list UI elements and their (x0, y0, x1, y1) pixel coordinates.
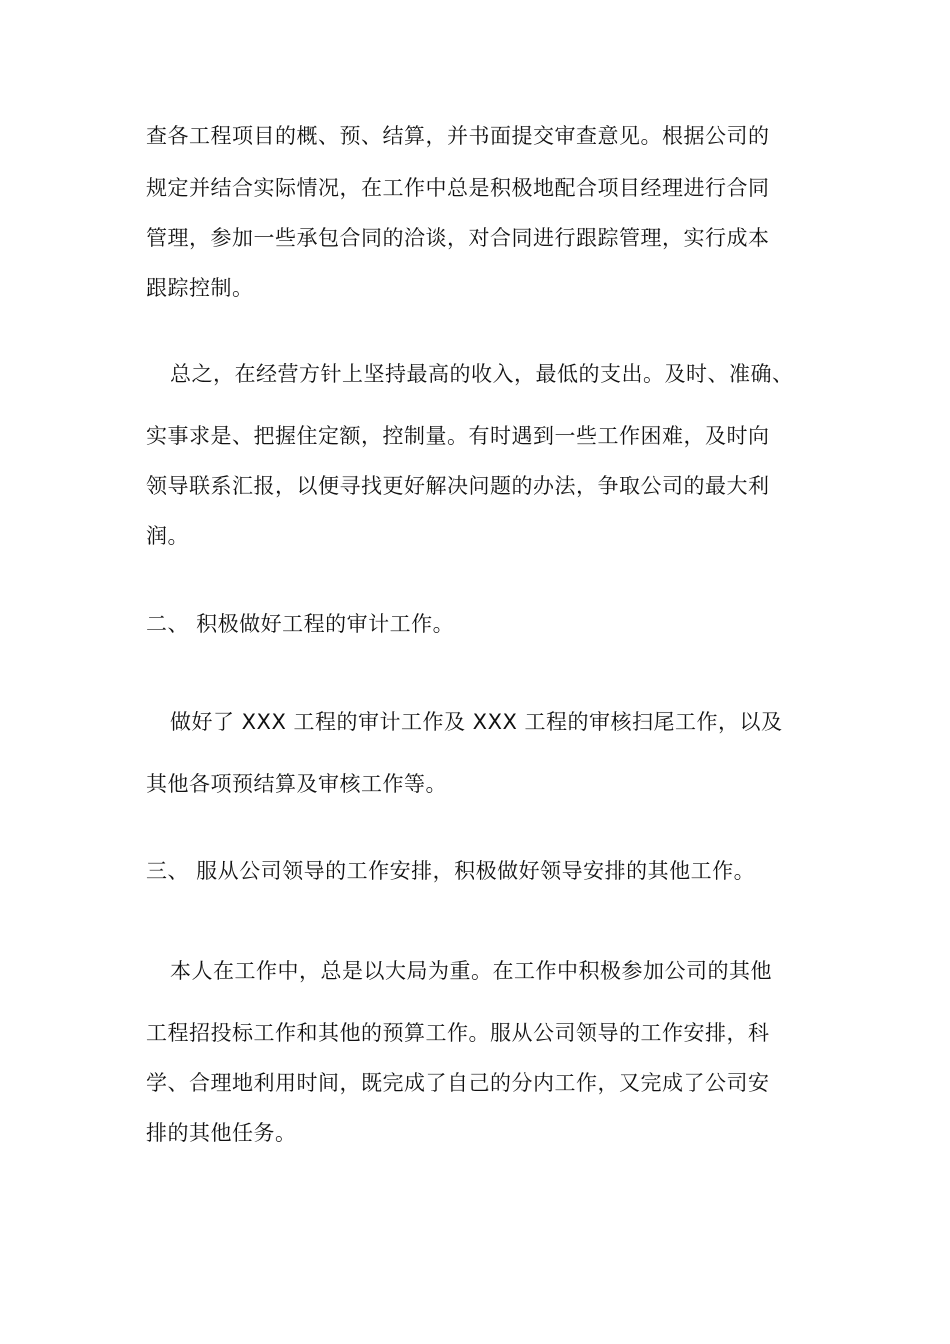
paragraph-2-line-3: 领导联系汇报，以便寻找更好解决问题的办法，争取公司的最大利 (146, 474, 770, 498)
paragraph-4-line-4: 排的其他任务。 (146, 1121, 297, 1145)
paragraph-1-line-4: 跟踪控制。 (146, 276, 254, 300)
paragraph-4-line-1: 本人在工作中，总是以大局为重。在工作中积极参加公司的其他 (170, 959, 772, 983)
paragraph-2-line-1: 总之，在经营方针上坚持最高的收入，最低的支出。及时、准确、 (170, 362, 794, 386)
paragraph-4-line-2: 工程招投标工作和其他的预算工作。服从公司领导的工作安排，科 (146, 1021, 770, 1045)
paragraph-2-line-2: 实事求是、把握住定额，控制量。有时遇到一些工作困难，及时向 (146, 424, 770, 448)
paragraph-3-line-2: 其他各项预结算及审核工作等。 (146, 772, 447, 796)
section-heading-3: 三、 服从公司领导的工作安排，积极做好领导安排的其他工作。 (146, 859, 756, 883)
paragraph-1-line-2: 规定并结合实际情况，在工作中总是积极地配合项目经理进行合同 (146, 176, 770, 200)
paragraph-3-line-1: 做好了 XXX 工程的审计工作及 XXX 工程的审核扫尾工作，以及 (170, 710, 783, 734)
section-heading-2: 二、 积极做好工程的审计工作。 (146, 612, 455, 636)
paragraph-1-line-1: 查各工程项目的概、预、结算，并书面提交审查意见。根据公司的 (146, 124, 770, 148)
paragraph-4-line-3: 学、合理地利用时间，既完成了自己的分内工作，又完成了公司安 (146, 1071, 770, 1095)
paragraph-1-line-3: 管理，参加一些承包合同的洽谈，对合同进行跟踪管理，实行成本 (146, 226, 770, 250)
paragraph-2-line-4: 润。 (146, 524, 189, 548)
